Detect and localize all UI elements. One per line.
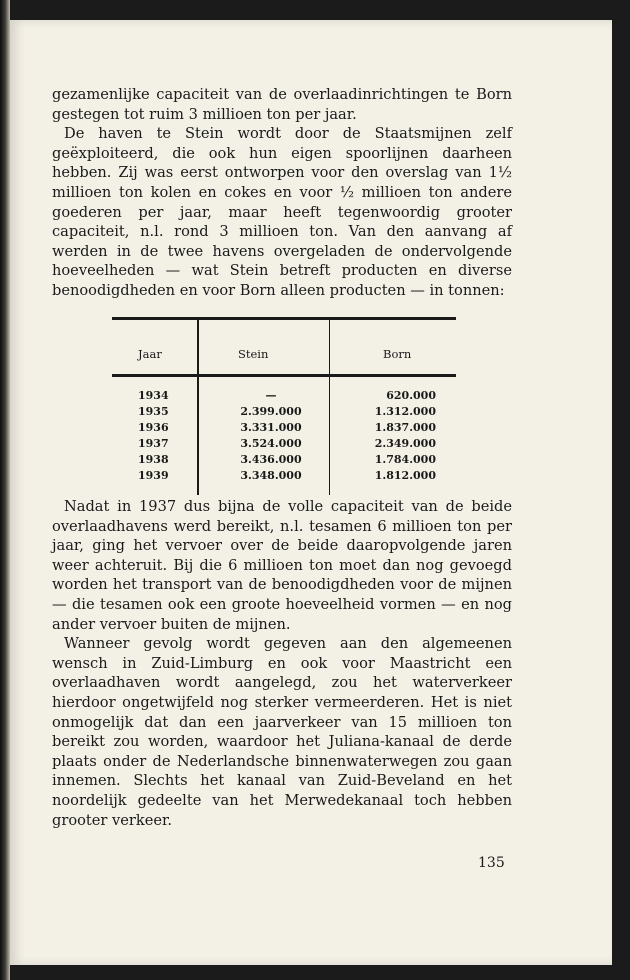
text-block-top: [52, 85, 512, 301]
cell-year: 1934: [138, 389, 169, 402]
paragraph: gezamenlijke capaciteit van de overlaadinrichtingen te Born gestegen tot ruim 3 millioen ton per jaar.: [52, 86, 512, 123]
table-body: [112, 389, 456, 485]
cell-year: 1936: [138, 421, 169, 434]
table-header-stein: Stein: [238, 347, 269, 361]
cell-stein: 3.331.000: [240, 421, 302, 434]
page-number: 135: [478, 855, 505, 871]
text-block-bottom: [52, 497, 512, 830]
table-top-rule: [112, 317, 456, 320]
cell-year: 1935: [138, 405, 169, 418]
cell-stein: 3.348.000: [240, 469, 302, 482]
paragraph: De haven te Stein wordt door de Staatsmijnen zelf geëxploiteerd, die ook hun eigen spoorlijnen daarheen hebben. Zij was eerst ontworpen voor den overslag van 1½ millioen ton kolen en cokes en voor ½ millioen ton andere goederen per jaar, maar heeft tegenwoordig grooter capaciteit, n.l. rond 3 millioen ton. Van den aanvang af werden in de twee havens overgeladen de ondervolgende hoeveelheden — wat Stein betreft producten en diverse benoodigdheden en voor Born alleen producten — in tonnen:: [52, 125, 512, 299]
cell-year: 1939: [138, 469, 169, 482]
table-header-jaar: Jaar: [138, 347, 162, 361]
cell-born: 1.784.000: [374, 453, 436, 466]
cell-stein: 2.399.000: [240, 405, 302, 418]
transshipment-table: [112, 317, 456, 495]
paragraph: Wanneer gevolg wordt gegeven aan den algemeenen wensch in Zuid-Limburg en ook voor Maastricht een overlaadhaven wordt aangelegd, zou het waterverkeer hierdoor ongetwijfeld nog sterker vermeerderen. Het is niet onmogelijk dat dan een jaarverkeer van 15 millioen ton bereikt zou worden, waardoor het Juliana-kanaal de derde plaats onder de Nederlandsche binnenwaterwegen zou gaan innemen. Slechts het kanaal van Zuid-Beveland en het noordelijk gedeelte van het Merwedekanaal toch hebben grooter verkeer.: [52, 635, 512, 829]
cell-born: 1.837.000: [374, 421, 436, 434]
cell-born: 1.312.000: [374, 405, 436, 418]
table-row: [112, 469, 456, 485]
book-spine: [0, 0, 10, 980]
paragraph: Nadat in 1937 dus bijna de volle capaciteit van de beide overlaadhavens werd bereikt, n.l. tesamen 6 millioen ton per jaar, ging het vervoer over de beide daaropvolgende jaren weer achteruit. Bij die 6 millioen ton moet dan nog gevoegd worden het transport van de benoodigdheden voor de mijnen — die tesamen ook een groote hoeveelheid vormen — en nog ander vervoer buiten de mijnen.: [52, 498, 512, 633]
table-header-born: Born: [383, 347, 412, 361]
table-row: [112, 389, 456, 405]
cell-stein: 3.524.000: [240, 437, 302, 450]
cell-stein: —: [265, 389, 277, 402]
cell-born: 620.000: [386, 389, 436, 402]
table-row: [112, 437, 456, 453]
cell-year: 1938: [138, 453, 169, 466]
cell-stein: 3.436.000: [240, 453, 302, 466]
table-header-rule: [112, 374, 456, 377]
cell-born: 2.349.000: [374, 437, 436, 450]
cell-year: 1937: [138, 437, 169, 450]
table-row: [112, 405, 456, 421]
cell-born: 1.812.000: [374, 469, 436, 482]
table-row: [112, 453, 456, 469]
table-row: [112, 421, 456, 437]
